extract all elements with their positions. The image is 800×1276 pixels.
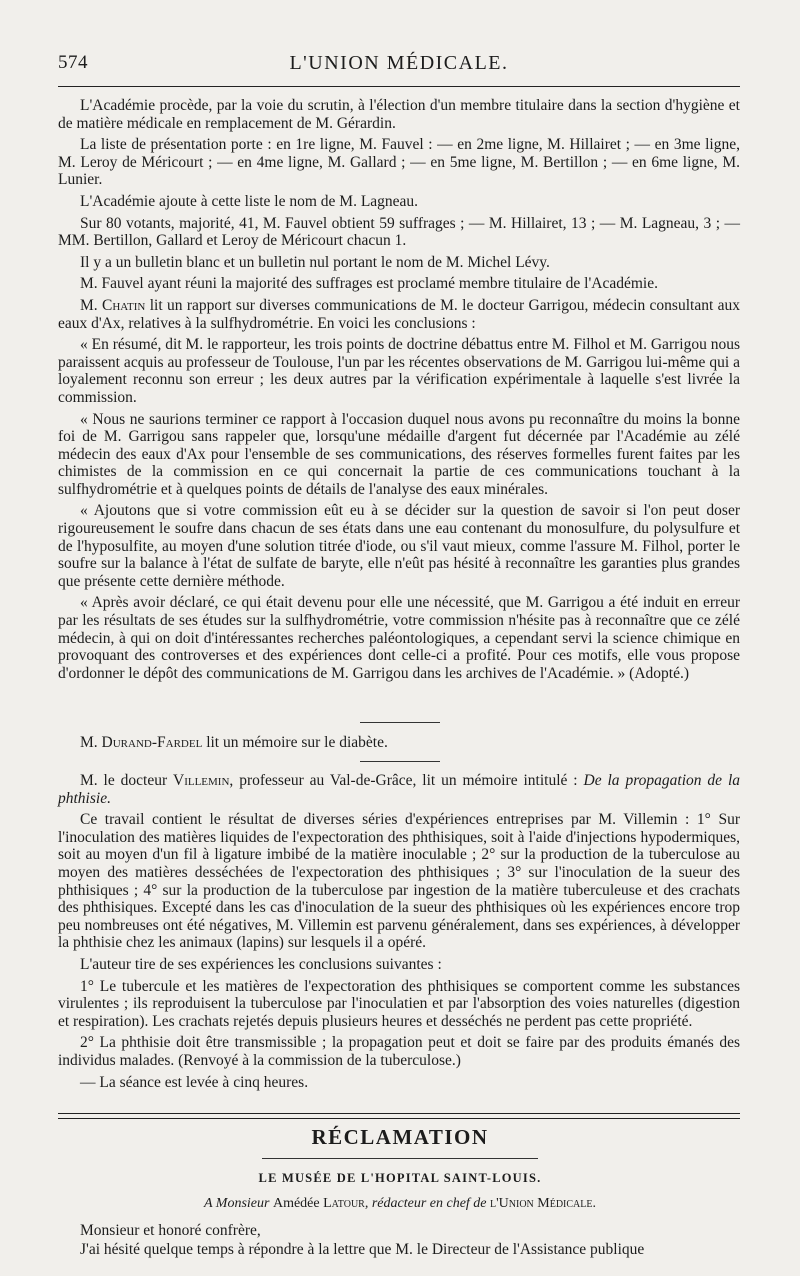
chatin-quote-1: « En résumé, dit M. le rapporteur, les trois points de doctrine débattus entre M. Filhol et M. Garrigou nous paraissent acquis au professeur de Toulouse, l'un par les récentes observations de M. Garrigou lui-même qui a loyalement reconnu son erreur ; les deux autres par la vérification expérimentale à laquelle s'est livrée la commission.: [58, 336, 740, 406]
letter-body: [58, 1221, 740, 1259]
villemin-section: [58, 772, 740, 1095]
session-close: — La séance est levée à cinq heures.: [80, 1073, 309, 1091]
journal-title: L'UNION MÉDICALE.: [289, 52, 509, 74]
election-paragraph: L'Académie procède, par la voie du scrutin, à l'élection d'un membre titulaire dans la section d'hygiène et de matière médicale en remplacement de M. Gérardin.: [58, 97, 740, 132]
reclamation-heading: RÉCLAMATION: [311, 1125, 489, 1149]
chatin-quote-3: « Ajoutons que si votre commission eût eu à se décider sur la question de savoir si l'on peut doser rigoureusement le soufre dans chacun de ses états dans une eau contenant du monosulfure, du polysulfure et de l'hyposulfite, au moyen d'une solution titrée d'iode, ou s'il vaut mieux, comme l'assure M. Filhol, porter le soufre sur la balance à l'état de sulfate de baryte, elle n'eût pas hésité à reconnaître les garanties plus grandes que présente cette dernière méthode.: [58, 502, 740, 590]
chatin-quote-4: « Après avoir déclaré, ce qui était devenu pour elle une nécessité, que M. Garrigou a été induit en erreur par les résultats de ses études sur la sulfhydrométrie, votre commission n'hésite pas à reconnaître que ce zélé médecin, à qui on doit d'intéressantes recherches paléontologiques, a cependant servi la science chimique en provoquant des controverses et des expériences dont celle-ci a profité. Pour ces motifs, elle vous propose d'ordonner le dépôt des communications de M. Garrigou dans les archives de l'Académie. » (Adopté.): [58, 594, 740, 682]
heading-underline: [262, 1158, 538, 1159]
chatin-quote-2: « Nous ne saurions terminer ce rapport à l'occasion duquel nous avons pu reconnaître du moins la bonne foi de M. Garrigou sans rappeler que, lorsqu'une médaille d'argent fut décernée par l'Académie au zélé médecin des eaux d'Ax pour l'ensemble de ses communications, des réserves formelles furent faites par les chimistes de la commission en ce qui concernait la partie de ces communications touchant à la sulfhydrométrie et à quelques points de détails de l'analyse des eaux minérales.: [58, 410, 740, 498]
page-header: [58, 52, 740, 80]
villemin-conclusion-2: 2° La phthisie doit être transmissible ; la propagation peut et doit se faire par des produits émanés des individus malades. (Renvoyé à la commission de la tuberculose.): [58, 1034, 740, 1069]
villemin-conclusions-intro: L'auteur tire de ses expériences les conclusions suivantes :: [80, 955, 442, 973]
election-candidates: La liste de présentation porte : en 1re ligne, M. Fauvel : — en 2me ligne, M. Hillairet ; — en 3me ligne, M. Leroy de Méricourt ; — en 4me ligne, M. Gallard ; — en 5me ligne, M. Bertillon ; — en 6me ligne, M. Lunier.: [58, 136, 740, 189]
museum-subheading: LE MUSÉE DE L'HOPITAL SAINT-LOUIS.: [258, 1171, 542, 1185]
section-divider-2: [360, 761, 440, 762]
letter-opening: J'ai hésité quelque temps à répondre à la lettre que M. le Directeur de l'Assistance publique: [80, 1241, 645, 1258]
academy-proceedings: [58, 97, 740, 686]
chatin-name: Chatin: [102, 296, 146, 314]
villemin-experiments: Ce travail contient le résultat de diverses séries d'expériences entreprises par M. Villemin : 1° Sur l'inoculation des matières liquides de l'expectoration des phthisiques, soit à l'aide d'injections hypodermiques, soit au moyen d'un fil à ligature imbibé de la matière inoculable ; 2° sur la production de la tuberculose au moyen des matières desséchées de l'expectoration des phthisiques ; 3° sur l'inoculation de la sueur des phthisiques ; 4° sur la production de la tuberculose par ingestion de la matière tuberculeuse et des crachats des phthisiques. Excepté dans les cas d'inoculation de la sueur des phthisiques où les expériences encore trop peu nombreuses ont été négatives, M. Villemin est parvenu généralement, dans ses expériences, à développer la phthisie chez les animaux (lapins) sur lesquels il a opéré.: [58, 811, 740, 952]
election-votes: Sur 80 votants, majorité, 41, M. Fauvel obtient 59 suffrages ; — M. Hillairet, 13 ; — M. Lagneau, 3 ; — MM. Bertillon, Gallard et Leroy de Méricourt chacun 1.: [58, 214, 740, 250]
letter-addressee: A Monsieur Amédée Latour, rédacteur en chef de l'Union Médicale.: [204, 1196, 596, 1211]
reclamation-rule: [58, 1113, 740, 1119]
election-ballots: Il y a un bulletin blanc et un bulletin nul portant le nom de M. Michel Lévy.: [80, 253, 550, 271]
section-divider: [360, 722, 440, 723]
durand-name: Durand-Fardel: [101, 734, 203, 751]
memoir-title: De la propagation de la phthisie.: [58, 772, 740, 807]
header-rule: [58, 86, 740, 87]
election-addition: L'Académie ajoute à cette liste le nom de M. Lagneau.: [80, 192, 419, 210]
page-number: 574: [58, 52, 88, 73]
villemin-name: Villemin: [173, 772, 230, 789]
election-result: M. Fauvel ayant réuni la majorité des suffrages est proclamé membre titulaire de l'Académie.: [80, 275, 658, 293]
villemin-intro: M. le docteur Villemin, professeur au Val-de-Grâce, lit un mémoire intitulé : De la propagation de la phthisie.: [58, 772, 740, 807]
villemin-conclusion-1: 1° Le tubercule et les matières de l'expectoration des phthisiques se comportent comme les substances virulentes ; ils reproduisent la tuberculose par l'inoculatien et par l'absorption des voies naturelles (digestion et respiration). Les crachats rejetés depuis plusieurs heures et desséchés ne perdent pas cette propriété.: [58, 977, 740, 1030]
chatin-intro: M. Chatin lit un rapport sur diverses communications de M. le docteur Garrigou, médecin consultant aux eaux d'Ax, relatives à la sulfhydrométrie. En voici les conclusions :: [58, 296, 740, 332]
durand-fardel-paragraph: M. Durand-Fardel lit un mémoire sur le diabète.: [80, 734, 388, 751]
salutation: Monsieur et honoré confrère,: [80, 1222, 261, 1239]
